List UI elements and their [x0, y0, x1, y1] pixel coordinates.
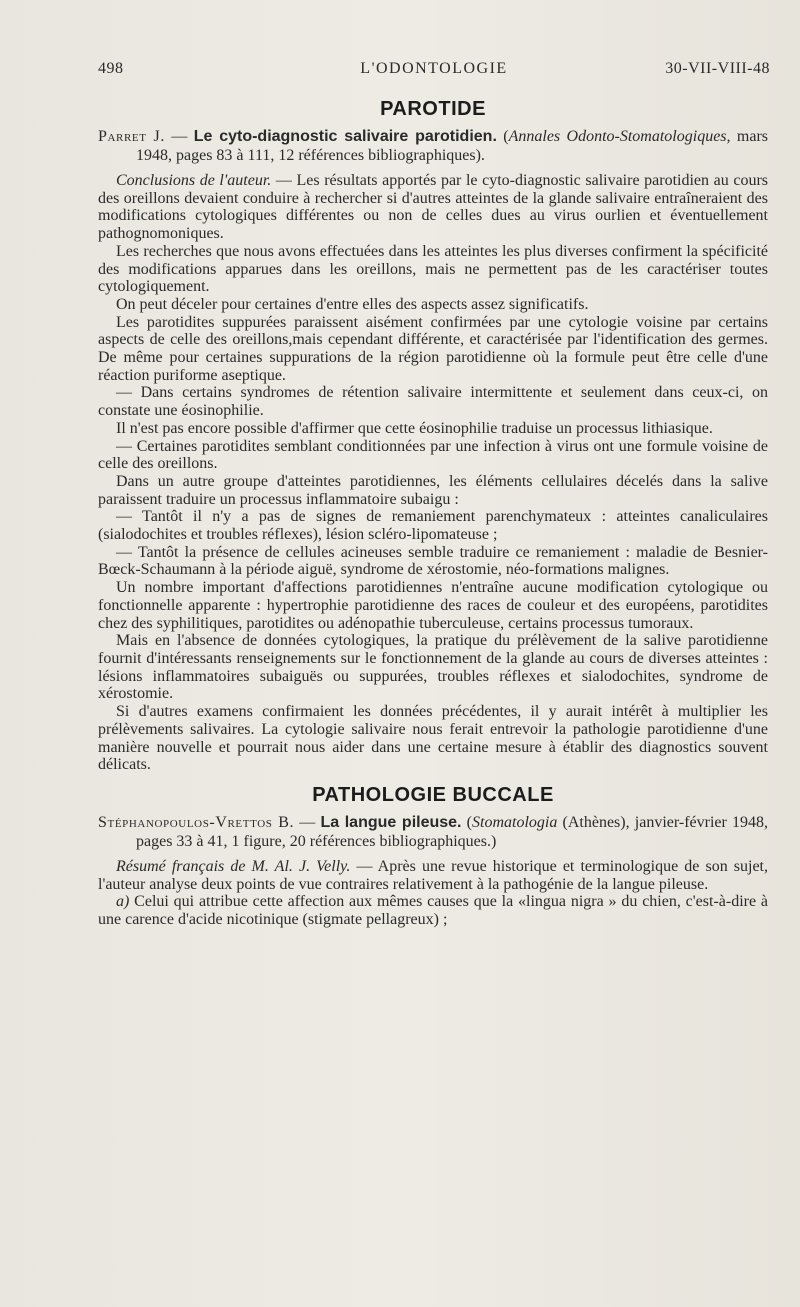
paragraph: Les recherches que nous avons effectuées dans les atteintes les plus diverses confirment la spécificité des modifications apparues dans les oreillons, mais ne permettent pas de les caractériser toutes cytologiquement. [98, 242, 768, 296]
paragraph: On peut déceler pour certaines d'entre elles des aspects assez significatifs. [116, 295, 589, 313]
paragraph: — Tantôt la présence de cellules acineuses semble traduire ce remaniement : maladie de Besnier-Bœck-Schaumann à la période aiguë, syndrome de xérostomie, néo-formations malignes. [98, 543, 768, 579]
ref-journal: Stomatologia [472, 813, 558, 831]
ref-details: (Athènes), janvier-février 1948, pages 33 à 41, 1 figure, 20 références bibliographiques.) [136, 813, 769, 850]
ref-author: Stéphanopoulos-Vrettos B. [98, 813, 295, 831]
issue-date: 30-VII-VIII-48 [665, 60, 770, 77]
reference-stephanopoulos [98, 813, 768, 851]
paragraph: Un nombre important d'affections parotidiennes n'entraîne aucune modification cytologique ou fonctionnelle apparente : hypertrophie parotidienne des races de couleur et des européens, parotidites chez des syphilitiques, parotidites ou adénopathie tuberculeuse, certains processus tumoraux. [98, 579, 768, 632]
section-title-pathologie-buccale: PATHOLOGIE BUCCALE [312, 783, 554, 806]
paragraph [98, 858, 768, 893]
paragraph: Mais en l'absence de données cytologiques, la pratique du prélèvement de la salive parotidienne fournit d'intéressants renseignements sur le fonctionnement de la glande au cours de diverses atteintes : lésions inflammatoires subaiguës ou suppurées, troubles réflexes et sialodochites, syndrome de xérostomie. [98, 632, 768, 703]
item-marker: a) [116, 893, 130, 911]
ref-title: La langue pileuse. [320, 813, 462, 831]
paragraph: — Certaines parotidites semblant conditionnées par une infection à virus ont une formule voisine de celle des oreillons. [98, 437, 768, 473]
ref-title: Le cyto-diagnostic salivaire parotidien. [193, 128, 497, 145]
paragraph: — Dans certains syndromes de rétention salivaire intermittente et seulement dans ceux-ci, on constate une éosinophilie. [98, 384, 768, 420]
ref-details: mars 1948, pages 83 à 111, 12 références bibliographiques). [136, 128, 769, 164]
ref-open: ( [496, 128, 509, 145]
article-body [98, 98, 768, 929]
ref-journal: Annales Odonto-Stomatologiques, [508, 128, 731, 145]
paragraph-text: — Les résultats apportés par le cyto-diagnostic salivaire parotidien au cours des oreillons devaient conduire à rechercher si d'autres atteintes de la glande salivaire entraîneraient des modifications cytologiques différentes ou non de celles dues au virus ourlien et éventuellement pathognomoniques. [98, 172, 768, 243]
ref-dash: — [164, 128, 194, 145]
resume-label: Résumé français de M. Al. J. Velly. [116, 857, 351, 875]
ref-dash: — [294, 813, 321, 831]
paragraph-text: — Après une revue historique et terminologique de son sujet, l'auteur analyse deux points de vue contraires relativement à la pathogénie de la langue pileuse. [98, 857, 768, 893]
running-header [98, 60, 770, 84]
paragraph [98, 893, 768, 928]
paragraph-text: Celui qui attribue cette affection aux mêmes causes que la «lingua nigra » du chien, c'est-à-dire à une carence d'acide nicotinique (stigmate pellagreux) ; [98, 893, 769, 929]
page-number: 498 [98, 60, 124, 77]
paragraph: Les parotidites suppurées paraissent aisément confirmées par une cytologie voisine par certains aspects de celle des oreillons,mais cependant différente, et caractérisée par l'identification des germes. De même pour certaines suppurations de la région parotidienne où la formule peut être celle d'une réaction puriforme aseptique. [98, 313, 768, 384]
section-spacer [98, 774, 768, 784]
paragraph: — Tantôt il n'y a pas de signes de remaniement parenchymateux : atteintes canaliculaires (sialodochites et troubles réflexes), lésion scléro-lipomateuse ; [98, 508, 768, 544]
ref-author: Parret J. [98, 128, 165, 145]
reference-parret [98, 127, 768, 165]
conclusions-label: Conclusions de l'auteur. [116, 172, 272, 189]
paragraph: Si d'autres examens confirmaient les données précédentes, il y aurait intérêt à multiplier les prélèvements salivaires. La cytologie salivaire nous ferait entrevoir la pathologie parotidienne d'une manière nouvelle et pourrait nous aider dans une certaine mesure à établir des diagnostics souvent délicats. [98, 703, 768, 774]
paragraph: Il n'est pas encore possible d'affirmer que cette éosinophilie traduise un processus lithiasique. [116, 419, 713, 437]
ref-open: ( [461, 813, 472, 831]
paragraph [98, 172, 768, 243]
section-title-parotide: PAROTIDE [380, 98, 486, 120]
paragraph: Dans un autre groupe d'atteintes parotidiennes, les éléments cellulaires décelés dans la salive paraissent traduire un processus inflammatoire subaigu : [98, 472, 768, 508]
journal-title: L'ODONTOLOGIE [360, 60, 508, 77]
